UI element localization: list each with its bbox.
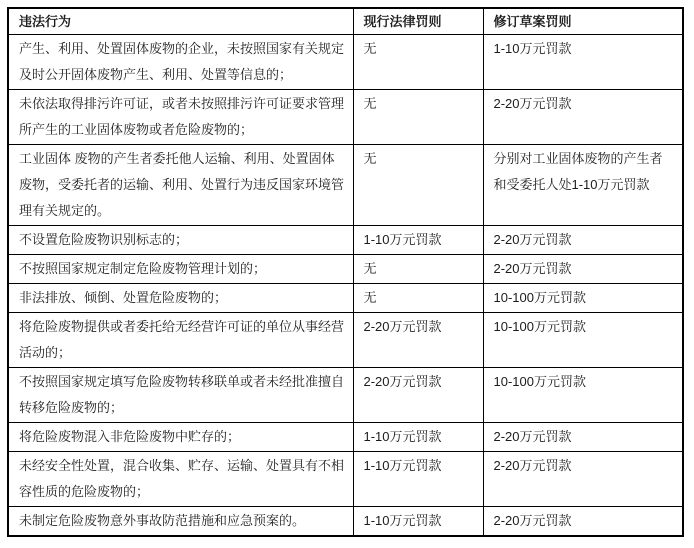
table-row [8,226,683,255]
table-row [8,423,683,452]
table-row [8,255,683,284]
behavior-cell: 非法排放、倾倒、处置危险废物的； [8,284,353,313]
revised-penalty-cell: 2-20万元罚款 [483,255,683,284]
current-penalty-cell: 1-10万元罚款 [353,452,483,507]
revised-penalty-cell: 2-20万元罚款 [483,507,683,537]
current-penalty-cell: 无 [353,255,483,284]
revised-penalty-cell: 2-20万元罚款 [483,452,683,507]
behavior-cell: 将危险废物混入非危险废物中贮存的； [8,423,353,452]
revised-penalty-cell: 10-100万元罚款 [483,313,683,368]
table-row [8,145,683,226]
table-header-row [8,8,683,35]
penalty-comparison-table [7,7,684,537]
behavior-cell: 不设置危险废物识别标志的； [8,226,353,255]
current-penalty-cell: 无 [353,284,483,313]
behavior-cell: 将危险废物提供或者委托给无经营许可证的单位从事经营活动的； [8,313,353,368]
table-row [8,90,683,145]
table-row [8,313,683,368]
current-penalty-cell: 1-10万元罚款 [353,423,483,452]
current-penalty-cell: 2-20万元罚款 [353,313,483,368]
revised-penalty-cell: 1-10万元罚款 [483,35,683,90]
behavior-cell: 不按照国家规定填写危险废物转移联单或者未经批准擅自转移危险废物的； [8,368,353,423]
behavior-cell: 未制定危险废物意外事故防范措施和应急预案的。 [8,507,353,537]
table-row [8,507,683,537]
behavior-cell: 未经安全性处置，混合收集、贮存、运输、处置具有不相容性质的危险废物的； [8,452,353,507]
current-penalty-cell: 1-10万元罚款 [353,226,483,255]
behavior-cell: 产生、利用、处置固体废物的企业，未按照国家有关规定及时公开固体废物产生、利用、处置等信息的； [8,35,353,90]
header-illegal-behavior: 违法行为 [8,8,353,35]
header-current-penalty: 现行法律罚则 [353,8,483,35]
watermark-erasure-artifact [545,507,613,509]
revised-penalty-cell: 10-100万元罚款 [483,284,683,313]
current-penalty-cell: 无 [353,35,483,90]
table-row [8,368,683,423]
behavior-cell: 未依法取得排污许可证，或者未按照排污许可证要求管理所产生的工业固体废物或者危险废物的； [8,90,353,145]
revised-penalty-cell: 2-20万元罚款 [483,226,683,255]
revised-penalty-cell: 10-100万元罚款 [483,368,683,423]
current-penalty-cell: 1-10万元罚款 [353,507,483,537]
header-revised-penalty: 修订草案罚则 [483,8,683,35]
behavior-cell: 工业固体 废物的产生者委托他人运输、利用、处置固体废物，受委托者的运输、利用、处置行为违反国家环境管理有关规定的。 [8,145,353,226]
behavior-cell: 不按照国家规定制定危险废物管理计划的； [8,255,353,284]
current-penalty-cell: 无 [353,145,483,226]
watermark-erasure-artifact [528,498,680,503]
current-penalty-cell: 2-20万元罚款 [353,368,483,423]
revised-penalty-cell: 2-20万元罚款 [483,423,683,452]
current-penalty-cell: 无 [353,90,483,145]
table-row [8,284,683,313]
revised-penalty-cell: 分别对工业固体废物的产生者和受委托人处1-10万元罚款 [483,145,683,226]
revised-penalty-cell: 2-20万元罚款 [483,90,683,145]
table-row [8,35,683,90]
